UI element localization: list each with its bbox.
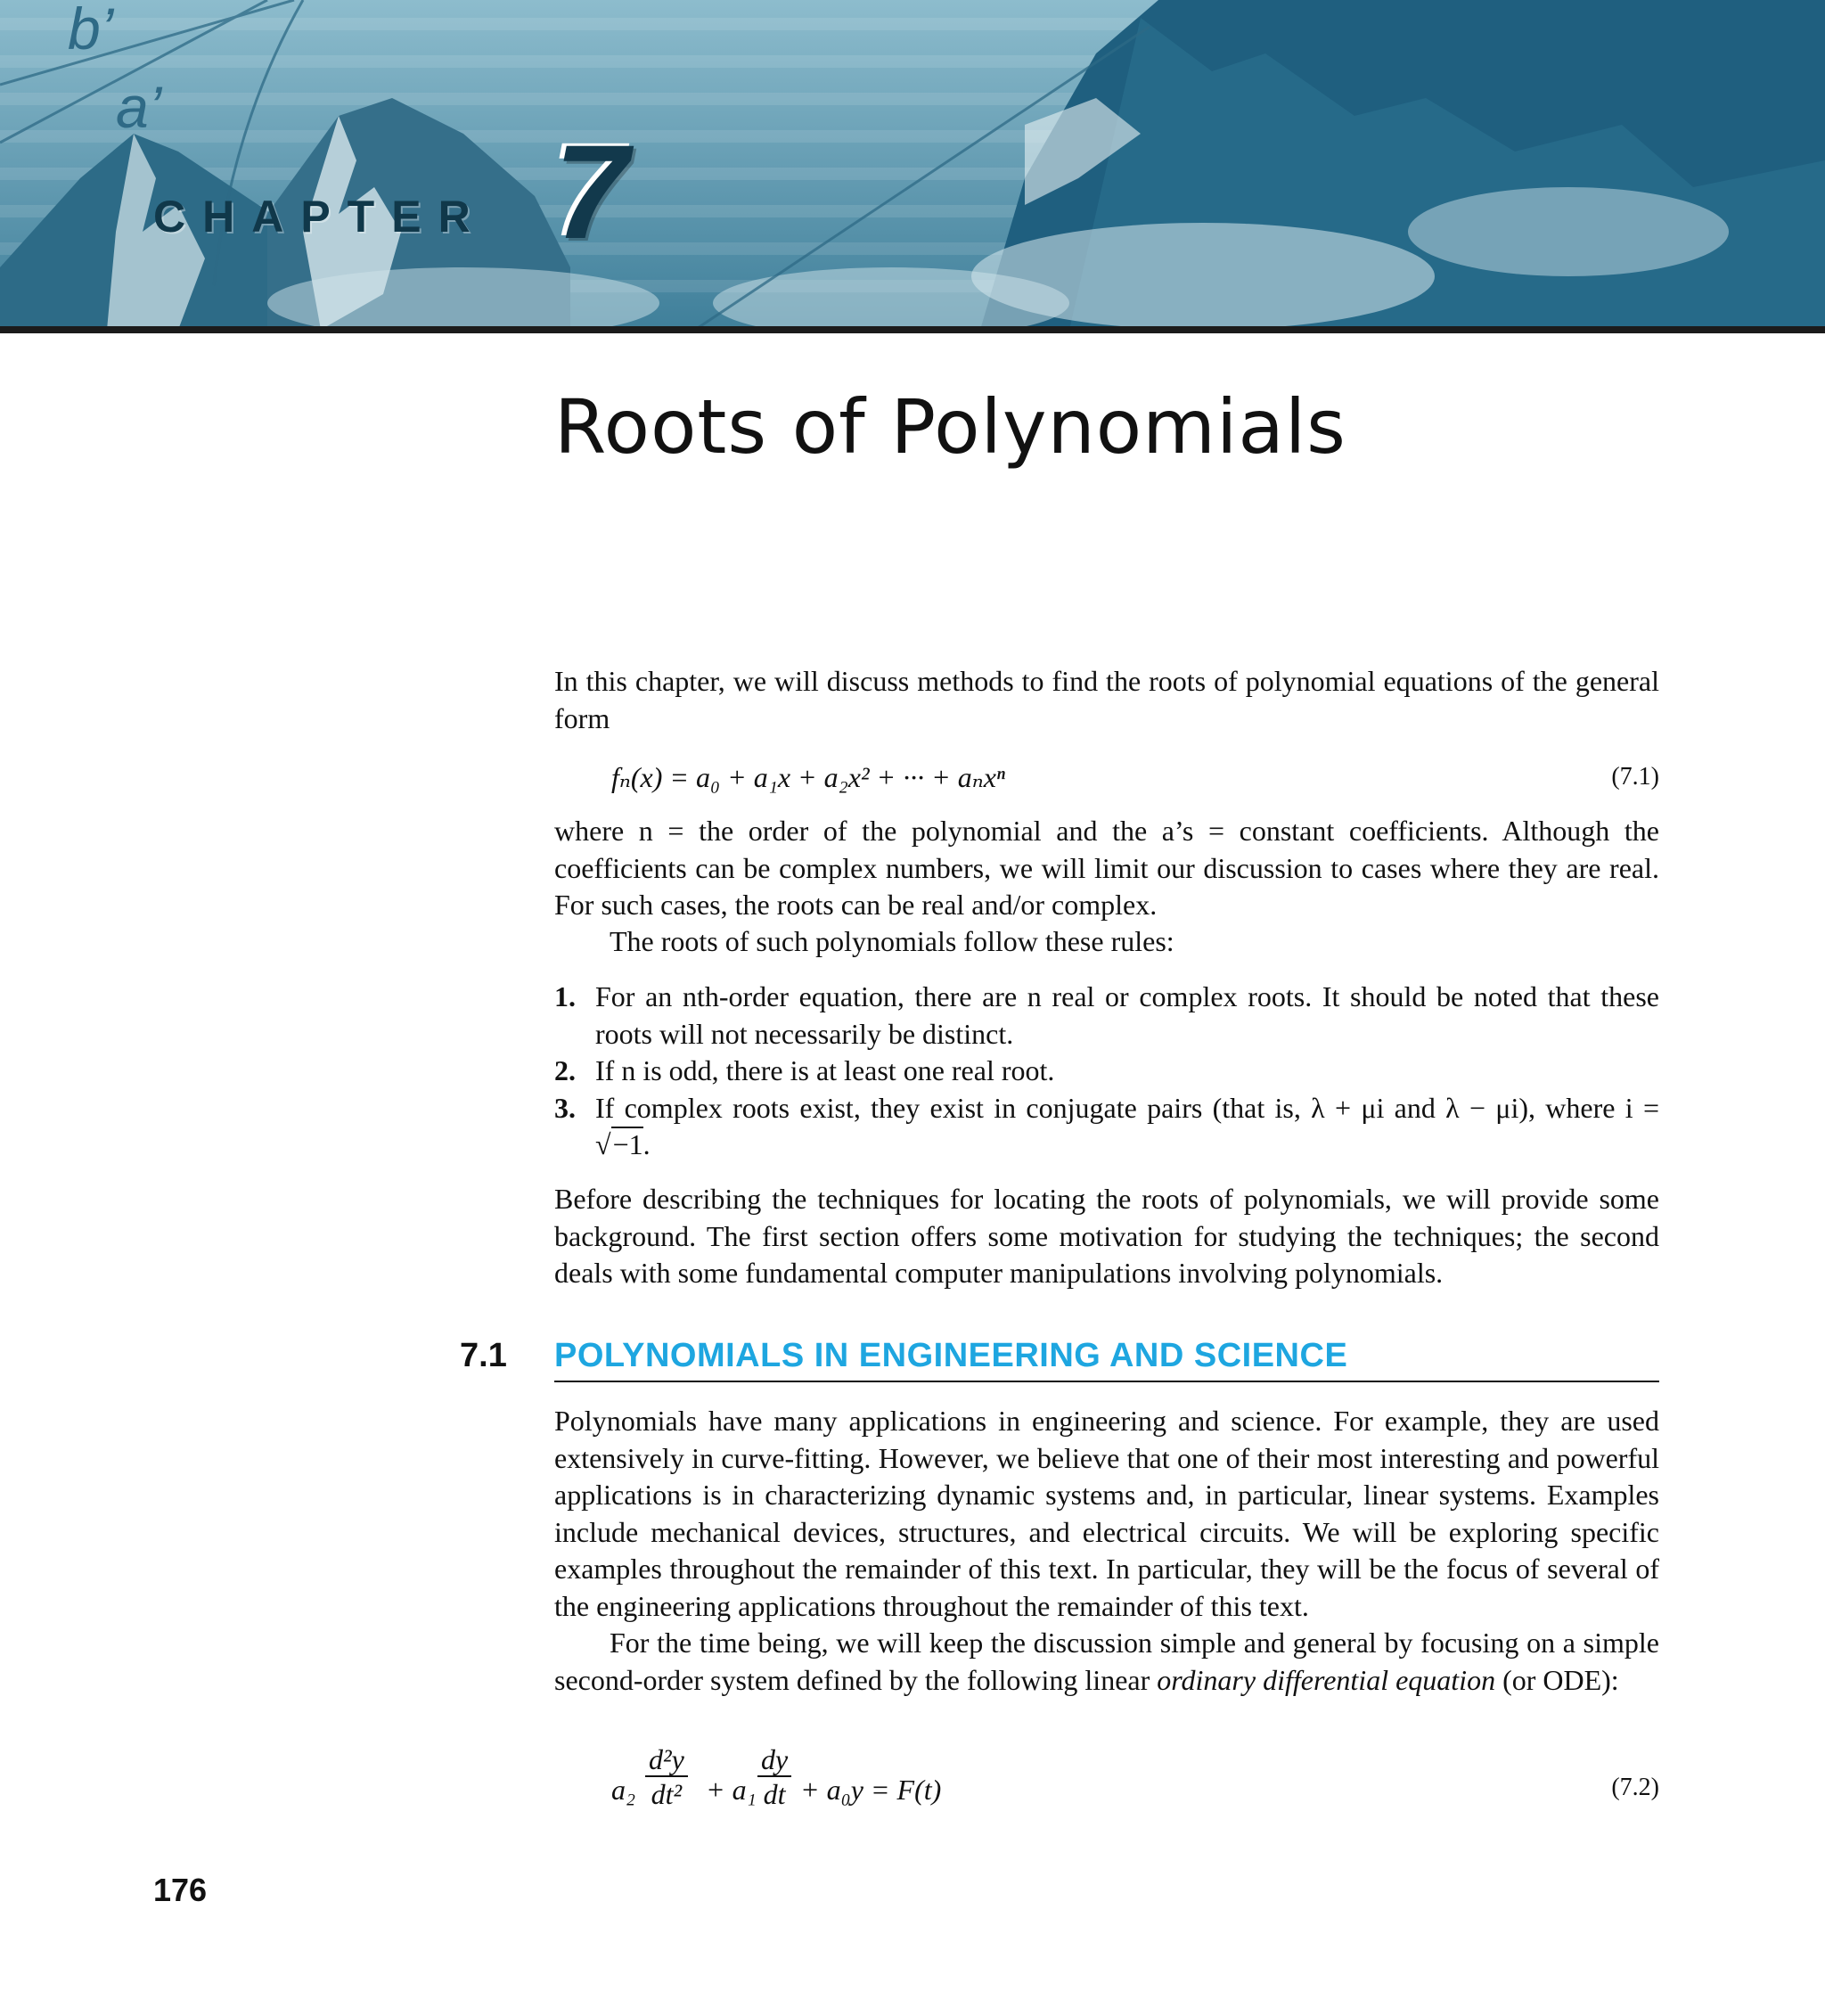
ode-rest: + a₀y = F(t) xyxy=(800,1774,942,1806)
chapter-number: 7 xyxy=(554,117,629,266)
decor-label-a-prime: a’ xyxy=(116,74,162,140)
list-item xyxy=(554,1053,1659,1090)
equation-7-2-number: (7.2) xyxy=(1611,1774,1659,1801)
sqrt-radicand: −1 xyxy=(612,1128,643,1160)
list-item-tail: . xyxy=(642,1128,651,1160)
page-number: 176 xyxy=(153,1872,208,1908)
intro-paragraph-4: Before describing the techniques for locating the roots of polynomials, we will provide some background. The first section offers some motivation for studying the techniques; the second deals with some fundamental computer manipulations involving polynomials. xyxy=(554,1183,1659,1289)
banner-mountain-illustration xyxy=(0,0,1825,330)
ode-frac2-denominator: dt xyxy=(763,1778,786,1810)
ode-frac1-numerator: d²y xyxy=(645,1743,688,1777)
section-paragraph-1: Polynomials have many applications in engineering and science. For example, they are used extensively in curve-fitting. However, we believe that one of their most interesting and powerful applications is in characterizing dynamic systems and, in particular, linear systems. Examples include mechanical devices, structures, and electrical circuits. We will be exploring specific examples throughout the remainder of this text. In particular, they will be the focus of several of the engineering applications throughout the remainder of this text. xyxy=(554,1405,1659,1622)
ode-coef-a2: a₂ xyxy=(611,1774,636,1806)
section-paragraph-2-start: For the time being, we will keep the discussion simple and general by focusing on a simple second-order system defined by the following linear xyxy=(554,1627,1659,1696)
section-title: POLYNOMIALS IN ENGINEERING AND SCIENCE xyxy=(554,1337,1348,1374)
list-item-number: 2. xyxy=(554,1054,576,1086)
intro-paragraph-2: where n = the order of the polynomial and the a’s = constant coefficients. Although the coefficients can be complex numbers, we will limit our discussion to cases where they are real. For such cases, the roots can be real and/or complex. xyxy=(554,815,1659,921)
ode-first-derivative xyxy=(757,1743,791,1811)
list-item-text: For an nth-order equation, there are n real or complex roots. It should be noted that these roots will not necessarily be distinct. xyxy=(595,980,1659,1050)
intro-paragraph-1: In this chapter, we will discuss methods to find the roots of polynomial equations of the general form xyxy=(554,665,1659,734)
ode-second-derivative xyxy=(645,1743,688,1811)
list-item xyxy=(554,1090,1659,1164)
decor-label-b-prime: b’ xyxy=(68,0,114,61)
section-paragraph-2-end: (or ODE): xyxy=(1495,1663,1619,1696)
list-item xyxy=(554,979,1659,1053)
equation-7-2 xyxy=(611,1743,1659,1832)
rules-list xyxy=(554,979,1659,1164)
chapter-label: CHAPTER xyxy=(153,192,487,242)
ode-frac2-numerator: dy xyxy=(757,1743,791,1777)
section-number: 7.1 xyxy=(460,1337,507,1374)
list-item-text: If complex roots exist, they exist in conjugate pairs (that is, λ + μi and λ − μi), where i = xyxy=(595,1091,1660,1124)
list-item-number: 1. xyxy=(554,980,576,1012)
ode-frac1-denominator: dt² xyxy=(651,1778,683,1810)
list-item-number: 3. xyxy=(554,1091,576,1124)
section-title-rule xyxy=(554,1381,1659,1382)
sqrt-sign: √ xyxy=(595,1128,611,1160)
chapter-title: Roots of Polynomials xyxy=(554,383,1346,471)
banner-bottom-rule xyxy=(0,326,1825,333)
equation-7-1 xyxy=(611,758,1659,797)
equation-7-1-number: (7.1) xyxy=(1611,763,1659,791)
ode-coef-a1: + a₁ xyxy=(706,1774,757,1806)
chapter-banner xyxy=(0,0,1825,330)
equation-7-1-expression: fₙ(x) = a₀ + a₁x + a₂x² + ··· + aₙxⁿ xyxy=(611,761,1005,793)
section-paragraph-2 xyxy=(554,1625,1659,1699)
section-paragraph-2-term: ordinary differential equation xyxy=(1157,1663,1496,1696)
intro-paragraph-3: The roots of such polynomials follow these rules: xyxy=(610,925,1174,957)
list-item-text: If n is odd, there is at least one real root. xyxy=(595,1054,1055,1086)
